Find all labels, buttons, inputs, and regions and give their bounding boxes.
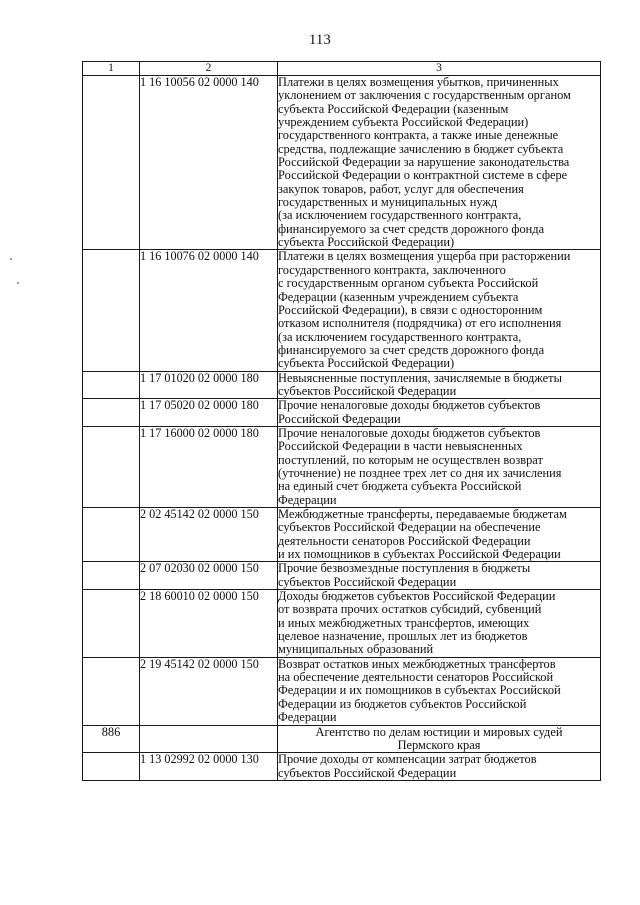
page-number: 113 [308,32,332,48]
description-line: субъектов Российской Федерации [278,574,457,589]
description-line: (уточнение) не позднее трех лет со дня их зачисления [278,465,562,480]
description-line: муниципальных образований [278,642,434,657]
description-line: целевое назначение, прошлых лет из бюджетов [278,629,528,644]
description-line: субъектов Российской Федерации [278,383,457,398]
description-line: Российской Федерации в части невыясненных [278,439,523,454]
description-line: Прочие неналоговые доходы бюджетов субъектов [278,425,541,440]
description-cell [278,562,601,590]
budget-code-cell: 1 17 01020 02 0000 180 [140,371,278,399]
description-line: Федерации [278,710,337,725]
budget-code-cell: 2 02 45142 02 0000 150 [140,508,278,562]
admin-code-cell [83,371,140,399]
description-cell [278,508,601,562]
description-line: на единый счет бюджета субъекта Российской [278,479,522,494]
description-cell [278,753,601,781]
admin-code-cell [83,76,140,250]
description-line: Федерации (казенным учреждением субъекта [278,289,519,304]
description-line: средства, подлежащие зачислению в бюджет субъекта [278,141,564,156]
description-line: субъекта Российской Федерации) [278,356,455,371]
budget-code-cell: 2 07 02030 02 0000 150 [140,562,278,590]
budget-code-cell: 2 19 45142 02 0000 150 [140,657,278,725]
admin-code-cell [83,399,140,427]
budget-code-cell: 1 17 05020 02 0000 180 [140,399,278,427]
description-line: субъектов Российской Федерации [278,765,457,780]
description-line: Федерации [278,492,337,507]
description-line: Прочие неналоговые доходы бюджетов субъектов [278,398,541,413]
budget-code-cell: 2 18 60010 02 0000 150 [140,590,278,658]
description-line: Прочие безвозмездные поступления в бюджеты [278,561,531,576]
description-line: Платежи в целях возмещения убытков, причиненных [278,75,559,89]
description-line: финансируемого за счет средств дорожного фонда [278,342,545,357]
description-line: закупок товаров, работ, услуг для обеспечения [278,181,524,196]
budget-revenue-table [82,61,601,781]
admin-code-cell [83,657,140,725]
table-row [83,76,601,250]
description-line: Агентство по делам юстиции и мировых судей [315,724,563,739]
admin-code-cell [83,508,140,562]
description-cell [278,657,601,725]
description-line: Межбюджетные трансферты, передаваемые бюджетам [278,507,567,521]
admin-code-cell [83,250,140,371]
description-line: уклонением от заключения с государственным органом [278,88,571,103]
description-line: финансируемого за счет средств дорожного фонда [278,221,545,236]
table-row [83,426,601,507]
table-row [83,753,601,781]
description-line: поступлений, по которым не осуществлен возврат [278,452,543,467]
description-line: на обеспечение деятельности сенаторов Российской [278,670,554,685]
description-line: Возврат остатков иных межбюджетных трансфертов [278,656,556,671]
description-line: Федерации и их помощников в субъектах Российской [278,683,561,698]
description-cell [278,76,601,250]
scan-speck [17,282,19,284]
description-line: (за исключением государственного контракта, [278,329,522,344]
description-line: государственного контракта, заключенного [278,262,506,277]
description-cell [278,399,601,427]
scan-speck [10,258,12,260]
budget-code-cell: 1 16 10076 02 0000 140 [140,250,278,371]
description-line: Доходы бюджетов субъектов Российской Федерации [278,589,556,604]
description-line: учреждением субъекта Российской Федерации) [278,115,529,130]
table-body [83,76,601,781]
description-line: субъекта Российской Федерации (казенным [278,101,509,116]
description-line: Российской Федерации за нарушение законодательства [278,155,570,170]
admin-code-cell [83,426,140,507]
description-cell [278,371,601,399]
budget-code-cell [140,725,278,753]
table-row [83,590,601,658]
description-line: деятельности сенаторов Российской Федерации [278,533,531,548]
budget-code-cell: 1 16 10056 02 0000 140 [140,76,278,250]
description-line: Прочие доходы от компенсации затрат бюджетов [278,752,537,767]
organization-row [83,725,601,753]
table-row [83,508,601,562]
description-line: Российской Федерации о контрактной системе в сфере [278,168,568,183]
column-header-description: 3 [278,62,601,76]
table-row [83,562,601,590]
description-line: Российской Федерации [278,411,401,426]
description-line: Пермского края [397,737,481,752]
description-cell [278,250,601,371]
description-line: с государственным органом субъекта Российской [278,276,539,291]
description-line: субъекта Российской Федерации) [278,235,455,250]
description-line: и их помощников в субъектах Российской Федерации [278,547,561,562]
description-line: субъектов Российской Федерации на обеспечение [278,520,541,535]
budget-code-cell: 1 17 16000 02 0000 180 [140,426,278,507]
description-line: и иных межбюджетных трансфертов, имеющих [278,615,530,630]
column-header-code: 2 [140,62,278,76]
admin-code-cell: 886 [83,725,140,753]
organization-name-cell [278,725,601,753]
admin-code-cell [83,562,140,590]
description-line: Платежи в целях возмещения ущерба при расторжении [278,249,571,264]
budget-code-cell: 1 13 02992 02 0000 130 [140,753,278,781]
description-line: государственных и муниципальных нужд [278,195,498,210]
description-line: Федерации из бюджетов субъектов Российской [278,696,527,711]
description-line: от возврата прочих остатков субсидий, субвенций [278,602,542,617]
table-row [83,250,601,371]
description-line: государственного контракта, а также иные денежные [278,128,559,143]
description-line: Российской Федерации), в связи с односторонним [278,302,543,317]
description-line: (за исключением государственного контракта, [278,208,522,223]
column-header-admin: 1 [83,62,140,76]
table-row [83,657,601,725]
description-cell [278,590,601,658]
description-line: Невыясненные поступления, зачисляемые в бюджеты [278,370,562,385]
admin-code-cell [83,753,140,781]
admin-code-cell [83,590,140,658]
table-row [83,371,601,399]
description-line: отказом исполнителя (подрядчика) от его исполнения [278,316,562,331]
description-cell [278,426,601,507]
table-header-row [83,62,601,76]
table-row [83,399,601,427]
